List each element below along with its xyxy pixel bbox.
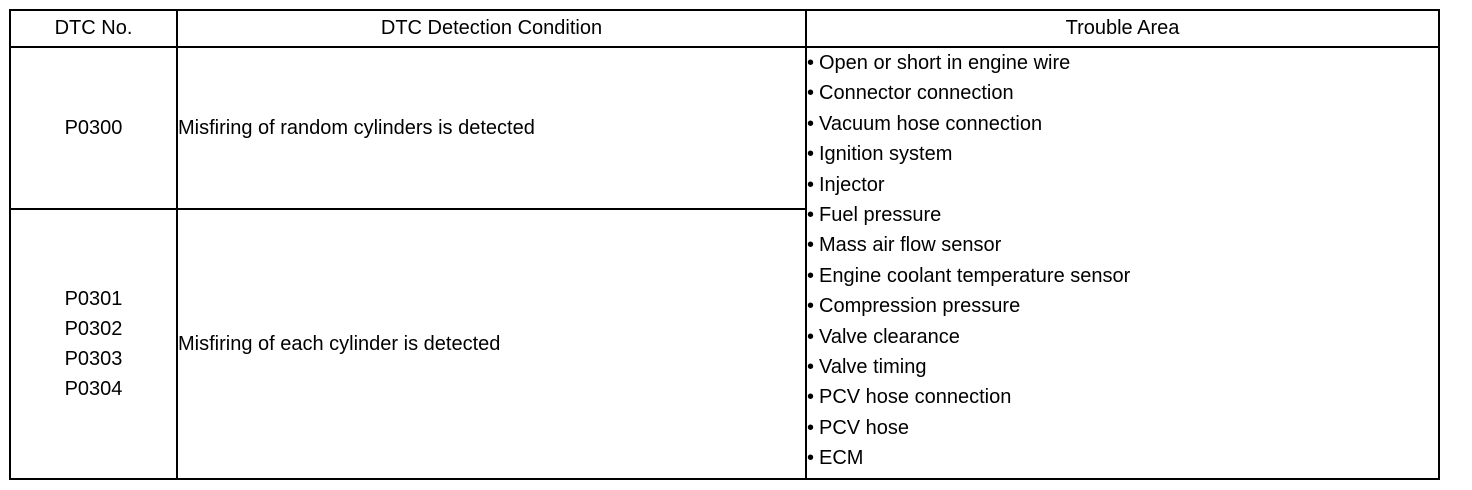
header-dtc-no: DTC No. — [10, 10, 177, 47]
bullet-icon: • — [807, 355, 815, 378]
list-item: • Mass air flow sensor — [807, 230, 1438, 260]
list-item: • Injector — [807, 170, 1438, 200]
dtc-code: P0304 — [64, 378, 123, 400]
bullet-icon: • — [807, 386, 815, 409]
detection-condition-cell: Misfiring of random cylinders is detected — [177, 47, 806, 209]
list-item: • ECM — [807, 443, 1438, 473]
list-item: • Vacuum hose connection — [807, 109, 1438, 139]
trouble-area-list — [807, 48, 1438, 473]
dtc-code-cell — [10, 209, 177, 479]
dtc-code: P0300 — [64, 117, 123, 139]
list-item: • Open or short in engine wire — [807, 48, 1438, 78]
list-item: • Valve timing — [807, 352, 1438, 382]
dtc-code: P0303 — [64, 348, 123, 370]
dtc-table — [9, 9, 1440, 480]
bullet-icon: • — [807, 416, 815, 439]
list-item: • Connector connection — [807, 78, 1438, 108]
header-detection-condition: DTC Detection Condition — [177, 10, 806, 47]
table-row — [10, 47, 1439, 209]
bullet-icon: • — [807, 143, 815, 166]
dtc-code-cell — [10, 47, 177, 209]
bullet-icon: • — [807, 234, 815, 257]
list-item: • Ignition system — [807, 139, 1438, 169]
list-item: • Engine coolant temperature sensor — [807, 261, 1438, 291]
bullet-icon: • — [807, 325, 815, 348]
bullet-icon: • — [807, 82, 815, 105]
bullet-icon: • — [807, 447, 815, 470]
list-item: • Compression pressure — [807, 291, 1438, 321]
dtc-code: P0301 — [64, 288, 123, 310]
bullet-icon: • — [807, 295, 815, 318]
bullet-icon: • — [807, 52, 815, 74]
header-trouble-area: Trouble Area — [806, 10, 1439, 47]
list-item: • PCV hose connection — [807, 382, 1438, 412]
list-item: • Fuel pressure — [807, 200, 1438, 230]
header-row — [10, 10, 1439, 47]
bullet-icon: • — [807, 264, 815, 287]
bullet-icon: • — [807, 112, 815, 135]
trouble-area-cell — [806, 47, 1439, 479]
detection-condition-cell: Misfiring of each cylinder is detected — [177, 209, 806, 479]
bullet-icon: • — [807, 203, 815, 226]
list-item: • PCV hose — [807, 413, 1438, 443]
dtc-code: P0302 — [64, 318, 123, 340]
list-item: • Valve clearance — [807, 322, 1438, 352]
bullet-icon: • — [807, 173, 815, 196]
